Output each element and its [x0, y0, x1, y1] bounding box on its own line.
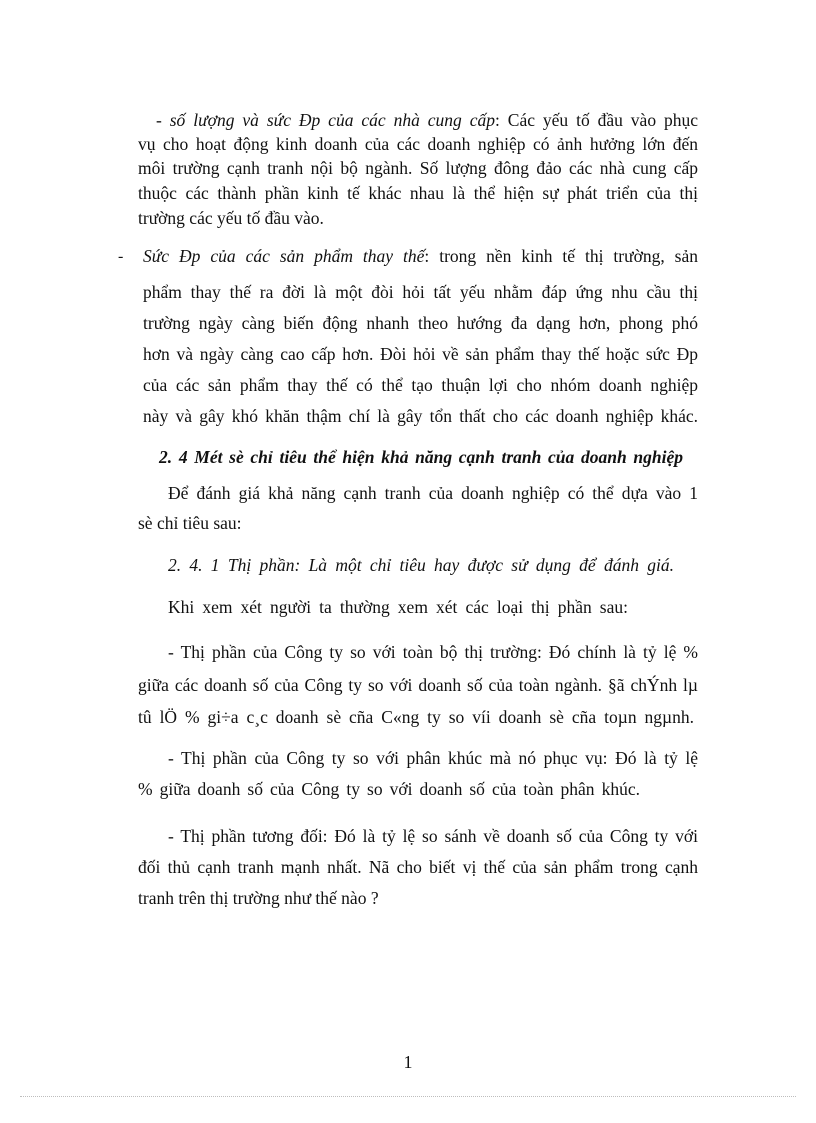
- text-line: phẩm thay thế ra đời là một đòi hỏi tất yếu nhằm đáp ứng nhu cầu thị: [143, 282, 698, 302]
- text-line: vụ cho hoạt động kinh doanh của các doanh nghiệp có ảnh hưởng lớn đến: [138, 134, 698, 154]
- text-line: giữa các doanh số của Công ty so với doanh số của toàn ngành. §ã chÝnh lµ: [138, 675, 698, 695]
- text-line: % giữa doanh số của Công ty so với doanh số của toàn phân khúc.: [138, 779, 640, 799]
- text-line: sè chỉ tiêu sau:: [138, 513, 242, 533]
- text-line: - số lượng và sức Ðp của các nhà cung cấp: Các yếu tố đầu vào phục: [156, 110, 699, 130]
- text-line: của các sản phẩm thay thế có thể tạo thuận lợi cho nhóm doanh nghiệp: [143, 375, 698, 395]
- text-line: tû lÖ % gi÷a c¸c doanh sè cña C«ng ty so víi doanh sè cña toµn ngµnh.: [138, 707, 694, 727]
- text-line: tranh trên thị trường như thế nào ?: [138, 888, 379, 908]
- text-line: - Thị phần tương đối: Đó là tỷ lệ so sánh về doanh số của Công ty với: [168, 826, 698, 846]
- text-line: môi trường cạnh tranh nội bộ ngành. Số lượng đông đảo các nhà cung cấp: [138, 158, 698, 178]
- bullet-dash: -: [118, 248, 124, 265]
- text-line: trường ngày càng biến động nhanh theo hướng đa dạng hơn, phong phó: [143, 313, 698, 333]
- section-heading: 2. 4 Mét sè chỉ tiêu thể hiện khả năng cạnh tranh của doanh nghiệp: [159, 447, 683, 467]
- text-line: hơn và ngày càng cao cấp hơn. Đòi hỏi về sản phẩm thay thế hoặc sức Ðp: [143, 344, 698, 364]
- page-number: 1: [403, 1052, 413, 1072]
- text-line: này và gây khó khăn thậm chí là gây tổn thất cho các doanh nghiệp khác.: [143, 406, 698, 426]
- text-line: - Thị phần của Công ty so với phân khúc mà nó phục vụ: Đó là tỷ lệ: [168, 748, 698, 768]
- text-line: Sức Ðp của các sản phẩm thay thế: trong nền kinh tế thị trường, sản: [143, 246, 698, 266]
- text-line: Để đánh giá khả năng cạnh tranh của doanh nghiệp có thể dựa vào 1: [168, 483, 698, 503]
- text-line: trường các yếu tố đầu vào.: [138, 208, 324, 228]
- subsection-heading: 2. 4. 1 Thị phần: Là một chỉ tiêu hay được sử dụng để đánh giá.: [168, 555, 674, 575]
- paragraph-market-share-types: Khi xem xét người ta thường xem xét các loại thị phần sau:: [168, 597, 628, 617]
- text-line: thuộc các thành phần kinh tế khác nhau là thể hiện sự phát triển của thị: [138, 183, 698, 203]
- text-line: - Thị phần của Công ty so với toàn bộ thị trường: Đó chính là tỷ lệ %: [168, 642, 698, 662]
- text-line: đối thủ cạnh tranh mạnh nhất. Nã cho biết vị thế của sản phẩm trong cạnh: [138, 857, 698, 877]
- page-bottom-divider: [20, 1096, 796, 1097]
